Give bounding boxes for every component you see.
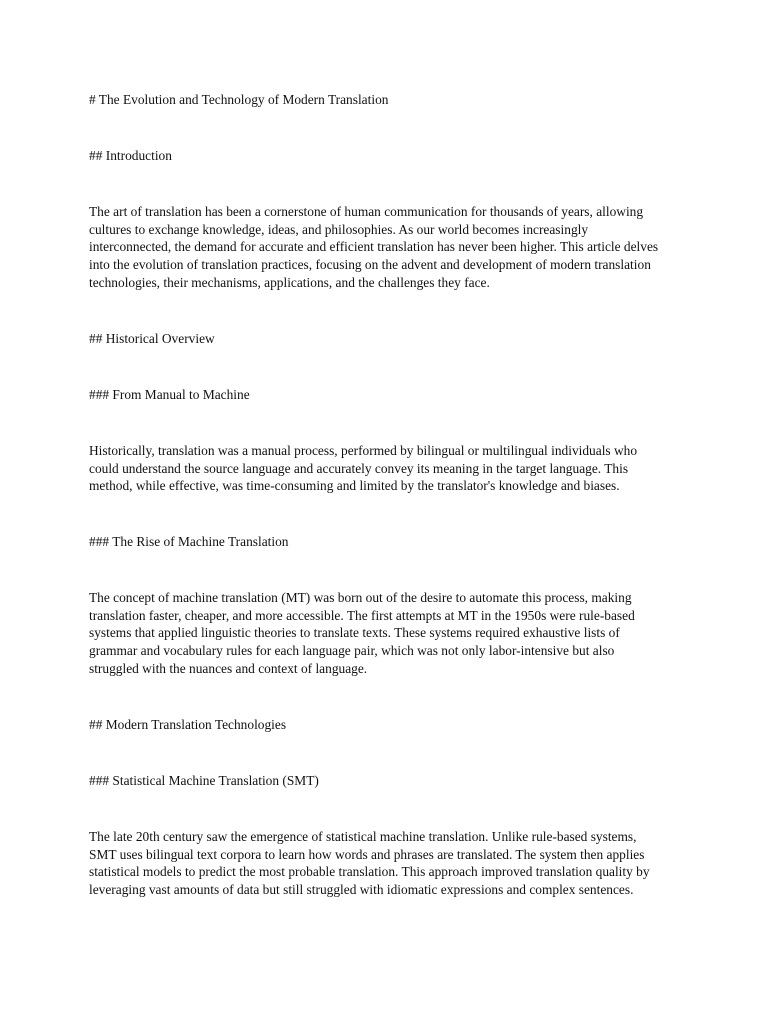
- heading-manual-to-machine: ### From Manual to Machine: [89, 387, 250, 402]
- paragraph-line: struggled with the nuances and context of language.: [89, 660, 368, 676]
- paragraph-line: statistical models to predict the most probable translation. This approach improved translation quality by: [89, 864, 650, 880]
- paragraph-line: translation faster, cheaper, and more accessible. The first attempts at MT in the 1950s were rule-based: [89, 607, 635, 623]
- paragraph-line: could understand the source language and accurately convey its meaning in the target language. This: [89, 460, 629, 476]
- paragraph-manual-to-machine: [89, 442, 679, 495]
- paragraph-line: cultures to exchange knowledge, ideas, and philosophies. As our world becomes increasingly: [89, 221, 589, 237]
- paragraph-introduction: [89, 203, 679, 292]
- heading-modern-technologies: ## Modern Translation Technologies: [89, 717, 287, 732]
- heading-historical-overview: ## Historical Overview: [89, 331, 215, 346]
- paragraph-rise-of-mt: [89, 589, 679, 678]
- heading-smt: ### Statistical Machine Translation (SMT): [89, 773, 319, 788]
- paragraph-line: Historically, translation was a manual process, performed by bilingual or multilingual individuals who: [89, 443, 638, 458]
- paragraph-line: method, while effective, was time-consuming and limited by the translator's knowledge and biases.: [89, 478, 620, 494]
- paragraph-smt: [89, 828, 679, 899]
- document-title: # The Evolution and Technology of Modern Translation: [89, 92, 389, 107]
- heading-rise-of-mt: ### The Rise of Machine Translation: [89, 534, 289, 549]
- paragraph-line: The concept of machine translation (MT) was born out of the desire to automate this process, making: [89, 590, 632, 605]
- paragraph-line: leveraging vast amounts of data but still struggled with idiomatic expressions and complex sentences.: [89, 882, 634, 898]
- paragraph-line: into the evolution of translation practices, focusing on the advent and development of modern translation: [89, 257, 651, 273]
- paragraph-line: grammar and vocabulary rules for each language pair, which was not only labor-intensive but also: [89, 643, 615, 659]
- paragraph-line: interconnected, the demand for accurate and efficient translation has never been higher. This article delves: [89, 239, 659, 255]
- paragraph-line: SMT uses bilingual text corpora to learn how words and phrases are translated. The system then applies: [89, 846, 645, 862]
- paragraph-line: The art of translation has been a cornerstone of human communication for thousands of years, allowing: [89, 204, 644, 219]
- paragraph-line: technologies, their mechanisms, applications, and the challenges they face.: [89, 274, 490, 290]
- paragraph-line: The late 20th century saw the emergence of statistical machine translation. Unlike rule-based systems,: [89, 829, 637, 844]
- paragraph-line: systems that applied linguistic theories to translate texts. These systems required exhaustive lists of: [89, 625, 620, 641]
- heading-introduction: ## Introduction: [89, 148, 172, 163]
